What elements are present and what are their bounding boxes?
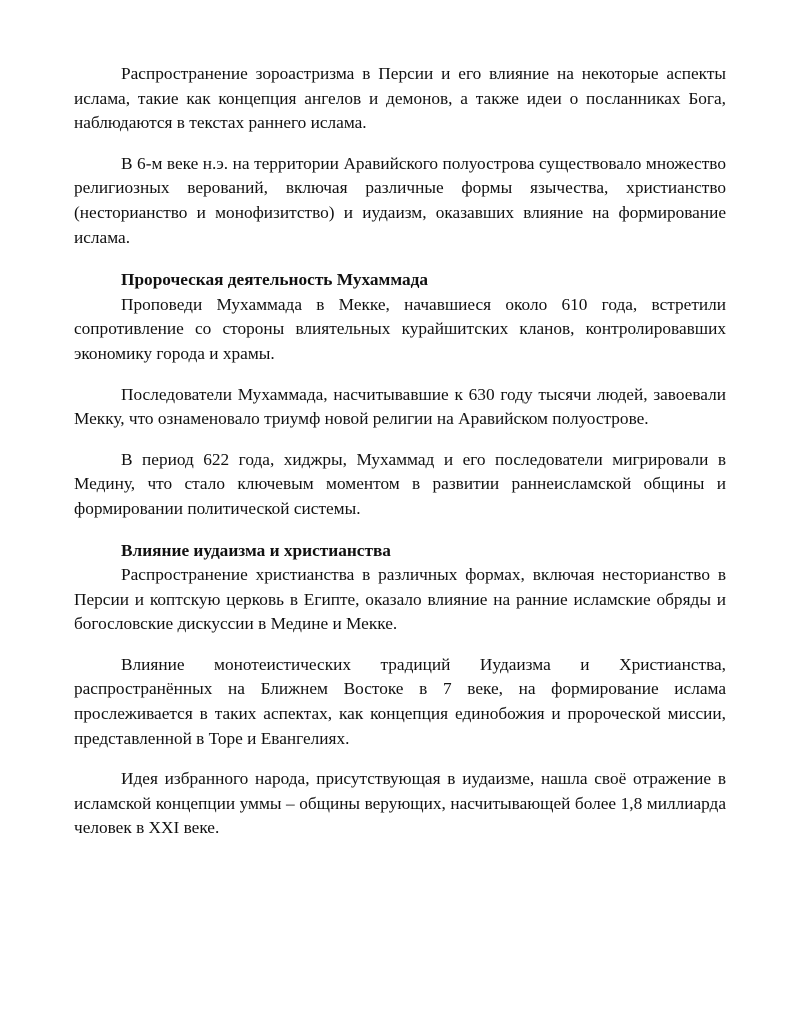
section1-paragraph-3: В период 622 года, хиджры, Мухаммад и его последователи мигрировали в Медину, что стало ключевым моментом в развитии раннеисламской общины и формировании политической системы.: [74, 449, 726, 518]
section2-paragraph-1: Распространение христианства в различных формах, включая несторианство в Персии и коптскую церковь в Египте, оказало влияние на ранние исламские обряды и богословские дискуссии в Медине и Мекке.: [74, 565, 726, 634]
section-heading-judaism-christianity: Влияние иудаизма и христианства: [121, 540, 391, 560]
section1-paragraph-1: Проповеди Мухаммада в Мекке, начавшиеся около 610 года, встретили сопротивление со стороны влиятельных курайшитских кланов, контролировавших экономику города и храмы.: [74, 294, 726, 363]
section2-paragraph-3: Идея избранного народа, присутствующая в иудаизме, нашла своё отражение в исламской концепции уммы – общины верующих, насчитывающей более 1,8 миллиарда человек в XXI веке.: [74, 769, 726, 838]
section-heading-prophetic-activity: Пророческая деятельность Мухаммада: [121, 270, 428, 290]
document-page: [74, 62, 726, 841]
section1-paragraph-2: Последователи Мухаммада, насчитывавшие к 630 году тысячи людей, завоевали Мекку, что ознаменовало триумф новой религии на Аравийском полуострове.: [74, 384, 726, 429]
intro-paragraph-1: Распространение зороастризма в Персии и его влияние на некоторые аспекты ислама, такие как концепция ангелов и демонов, а также идеи о посланниках Бога, наблюдаются в текстах раннего ислама.: [74, 64, 726, 133]
intro-paragraph-2: В 6-м веке н.э. на территории Аравийского полуострова существовало множество религиозных верований, включая различные формы язычества, христианство (несторианство и монофизитство) и иудаизм, оказавших влияние на формирование ислама.: [74, 153, 726, 247]
section2-paragraph-2: Влияние монотеистических традиций Иудаизма и Христианства, распространённых на Ближнем Востоке в 7 веке, на формирование ислама прослеживается в таких аспектах, как концепция единобожия и пророческой миссии, представленной в Торе и Евангелиях.: [74, 654, 726, 748]
